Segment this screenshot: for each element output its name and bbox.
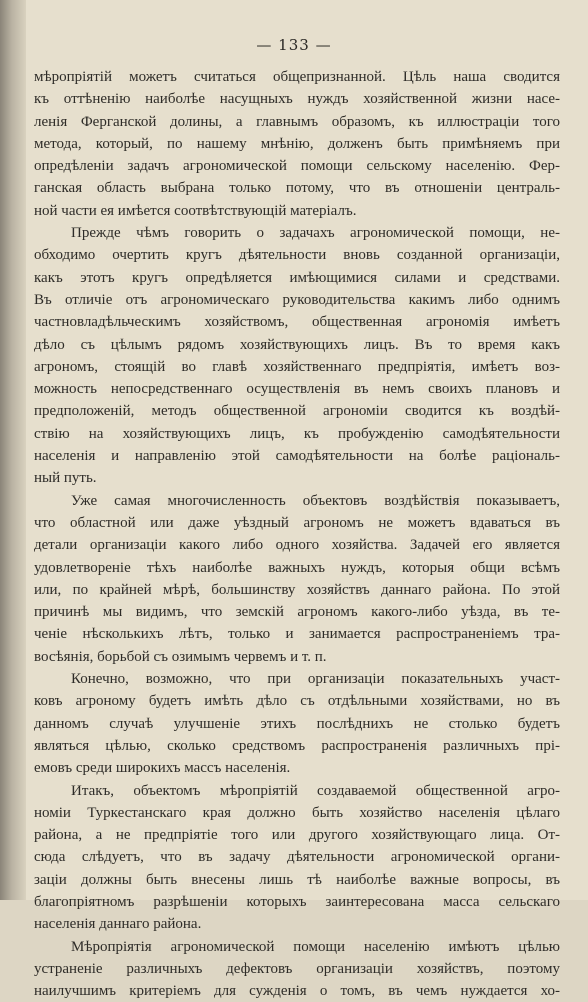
- text-line: емовъ среди широкихъ массъ населенія.: [34, 760, 291, 777]
- text-line: опредѣленіи задачъ агрономической помощи сельскому населенію. Фер-: [34, 158, 560, 175]
- text-line: ствію на хозяйствующихъ лицъ, къ пробужденію самодѣятельности: [34, 425, 560, 442]
- text-line: восѣянія, борьбой съ озимымъ червемъ и т. п.: [34, 648, 327, 665]
- text-line: какъ этотъ кругъ опредѣляется имѣющимися силами и средствами.: [34, 269, 560, 286]
- text-line: сюда слѣдуетъ, что въ задачу дѣятельности агрономической органи-: [34, 849, 560, 866]
- text-line: дѣло съ цѣлымъ рядомъ хозяйствующихъ лицъ. Въ то время какъ: [34, 336, 560, 353]
- text-line: наилучшимъ критеріемъ для сужденія о томъ, въ чемъ нуждается хо-: [34, 983, 560, 1000]
- text-line: населенія и направленію этой самодѣятельности на болѣе раціональ-: [34, 448, 560, 465]
- text-line: агрономъ, стоящій во главѣ хозяйственнаго предпріятія, имѣетъ воз-: [34, 358, 560, 375]
- text-line: Конечно, возможно, что при организаціи показательныхъ участ-: [71, 671, 560, 688]
- text-line: ный путь.: [34, 470, 97, 487]
- text-line: предположеній, методъ общественной агрономіи сводится къ воздѣй-: [34, 403, 560, 420]
- text-line: ганская область выбрана только потому, что въ отношеніи централь-: [34, 180, 560, 197]
- text-line: частновладѣльческимъ хозяйствомъ, общественная агрономія имѣетъ: [34, 314, 560, 331]
- body-text: [34, 66, 560, 1002]
- text-line: Итакъ, объектомъ мѣропріятій создаваемой общественной агро-: [71, 782, 560, 799]
- paragraph: [34, 490, 560, 668]
- text-line: благопріятномъ разрѣшеніи которыхъ заинтересована масса сельскаго: [34, 893, 560, 910]
- text-line: ной части ея имѣется соотвѣтствующій матеріалъ.: [34, 202, 357, 219]
- paragraph: [34, 668, 560, 779]
- text-line: детали организаціи какого либо одного хозяйства. Задачей его является: [34, 537, 560, 554]
- page-number: — 133 —: [256, 36, 332, 54]
- text-line: населенія даннаго района.: [34, 916, 202, 933]
- text-line: Мѣропріятія агрономической помощи населенію имѣютъ цѣлью: [71, 938, 560, 955]
- paragraph: [34, 222, 560, 490]
- text-line: ковъ агроному будетъ имѣть дѣло съ отдѣльными хозяйствами, но въ: [34, 693, 560, 710]
- text-line: метода, который, по нашему мнѣнію, долженъ быть примѣняемъ при: [34, 135, 560, 152]
- text-line: данномъ случаѣ улучшеніе этихъ послѣднихъ не столько будетъ: [34, 715, 560, 732]
- text-line: причинѣ мы видимъ, что земскій агрономъ какого-либо уѣзда, въ те-: [34, 604, 560, 621]
- text-line: ленія Ферганской долины, а главнымъ образомъ, къ иллюстраціи того: [34, 113, 560, 130]
- paragraph: [34, 66, 560, 222]
- text-line: заціи должны быть внесены лишь тѣ наиболѣе важные вопросы, въ: [34, 871, 560, 888]
- text-line: номіи Туркестанскаго края должно быть хозяйство населенія цѣлаго: [34, 804, 560, 821]
- text-line: мѣропріятій можетъ считаться общепризнанной. Цѣль наша сводится: [34, 69, 560, 85]
- paragraph: [34, 936, 560, 1002]
- book-spine-shadow: [0, 0, 26, 900]
- text-line: Въ отличіе отъ агрономическаго руководительства какимъ либо однимъ: [34, 291, 560, 308]
- text-line: ченіе нѣсколькихъ лѣтъ, только и занимается распространеніемъ тра-: [34, 626, 560, 643]
- text-line: къ оттѣненію наиболѣе насущныхъ нуждъ хозяйственной жизни насе-: [34, 91, 560, 108]
- text-line: удовлетвореніе тѣхъ наиболѣе важныхъ нуждъ, которыя общи всѣмъ: [34, 559, 560, 576]
- text-line: Уже самая многочисленность объектовъ воздѣйствія показываетъ,: [71, 492, 560, 509]
- text-line: устраненіе различныхъ дефектовъ организаціи хозяйствъ, поэтому: [34, 960, 560, 977]
- text-line: что областной или даже уѣздный агрономъ не можетъ вдаваться въ: [34, 514, 560, 531]
- text-line: района, а не предпріятіе того или другого хозяйствующаго лица. От-: [34, 827, 560, 844]
- text-line: или, по крайней мѣрѣ, большинству хозяйствъ даннаго района. По этой: [34, 581, 560, 598]
- text-line: Прежде чѣмъ говорить о задачахъ агрономической помощи, не-: [71, 225, 560, 242]
- text-line: являться цѣлью, сколько средствомъ распространенія различныхъ прі-: [34, 737, 560, 754]
- text-line: можность непосредственнаго осуществленія въ немъ своихъ плановъ и: [34, 381, 560, 398]
- paragraph: [34, 780, 560, 936]
- text-line: обходимо очертить кругъ дѣятельности вновь созданной организаціи,: [34, 247, 560, 264]
